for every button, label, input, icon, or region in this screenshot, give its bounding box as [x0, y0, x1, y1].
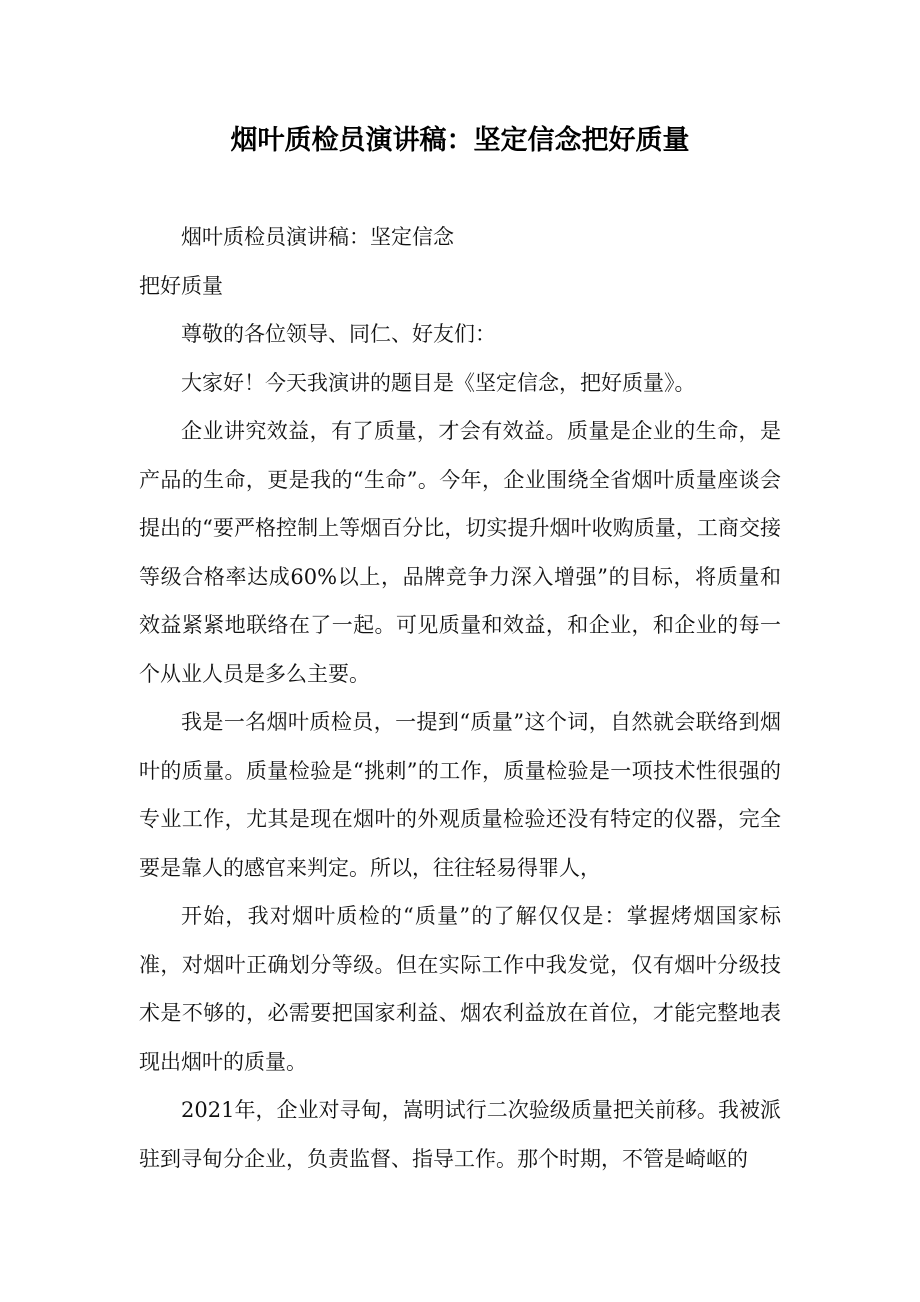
- document-body: [139, 213, 781, 1183]
- document-title: 烟叶质检员演讲稿：坚定信念把好质量: [230, 125, 690, 156]
- paragraph-quality-benefit: 企业讲究效益，有了质量，才会有效益。质量是企业的生命，是产品的生命，更是我的“生命”。今年，企业围绕全省烟叶质量座谈会提出的“要严格控制上等烟百分比，切实提升烟叶收购质量，工商交接等级合格率达成60%以上，品牌竞争力深入增强”的目标，将质量和效益紧紧地联络在了一起。可见质量和效益，和企业，和企业的每一个从业人员是多么主要。: [139, 419, 781, 686]
- paragraph-subtitle-line-2: 把好质量: [139, 273, 223, 298]
- paragraph-salutation: 尊敬的各位领导、同仁、好友们：: [181, 322, 496, 346]
- paragraph-subtitle-line-1: 烟叶质检员演讲稿：坚定信念: [181, 225, 454, 249]
- paragraph-greeting: 大家好！今天我演讲的题目是《坚定信念，把好质量》。: [181, 370, 696, 395]
- paragraph-inspector-role: 我是一名烟叶质检员，一提到“质量”这个词，自然就会联络到烟叶的质量。质量检验是“挑刺”的工作，质量检验是一项技术性很强的专业工作，尤其是现在烟叶的外观质量检验还没有特定的仪器，完全要是靠人的感官来判定。所以，往往轻易得罪人，: [139, 710, 781, 880]
- paragraph-understanding: 开始，我对烟叶质检的“质量”的了解仅仅是：掌握烤烟国家标准，对烟叶正确划分等级。但在实际工作中我发觉，仅有烟叶分级技术是不够的，必需要把国家利益、烟农利益放在首位，才能完整地表现出烟叶的质量。: [139, 904, 781, 1074]
- paragraph-2021-assignment: 2021年，企业对寻甸，嵩明试行二次验级质量把关前移。我被派驻到寻甸分企业，负责监督、指导工作。那个时期，不管是崎岖的: [139, 1098, 781, 1171]
